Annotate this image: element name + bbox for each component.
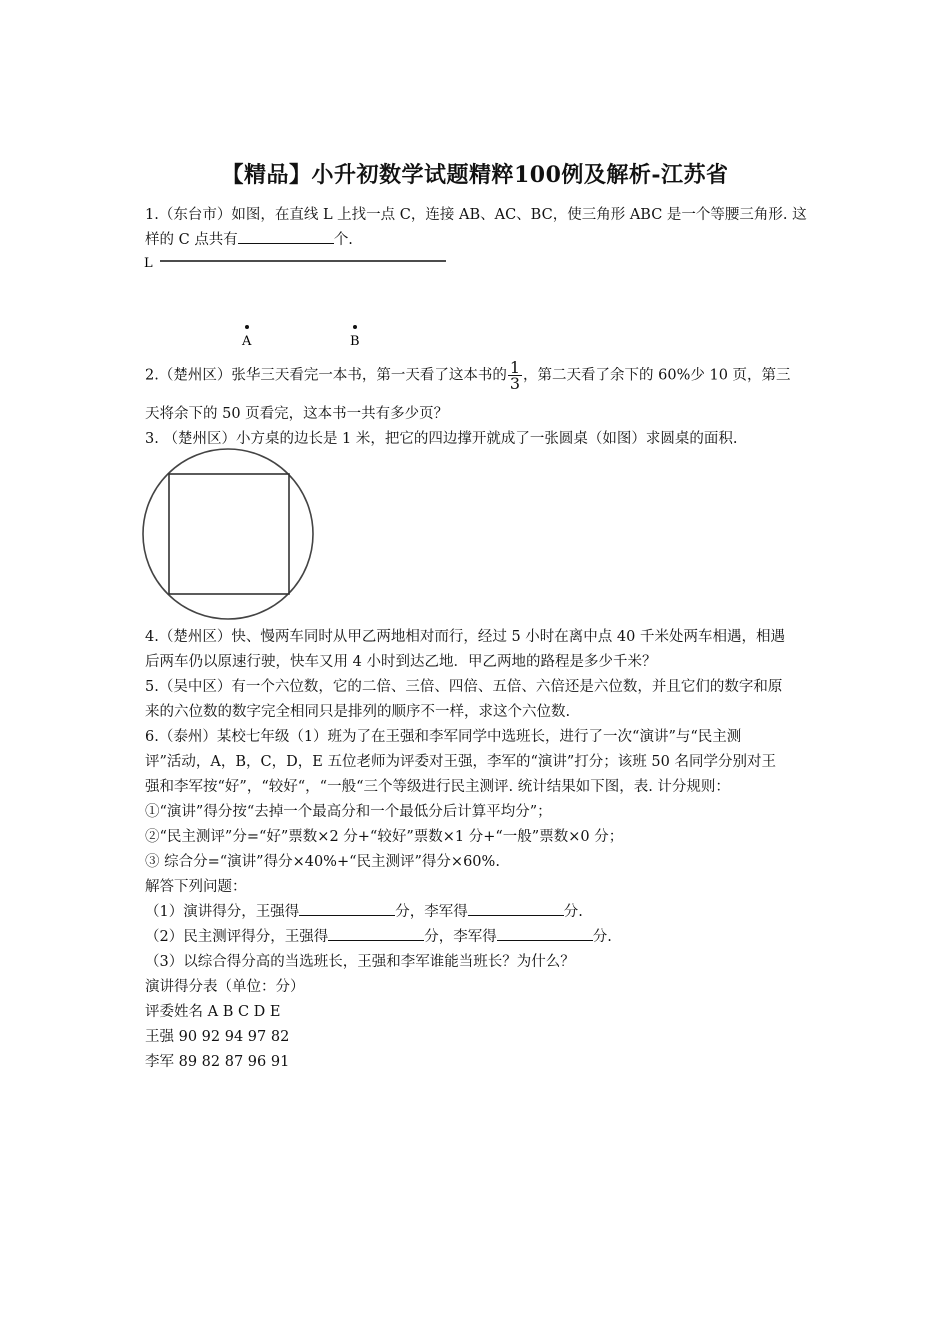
line-l-label: L	[144, 256, 153, 271]
q6-sub-1-text-a: （1）演讲得分，王强得	[145, 904, 300, 920]
q6-table-header: 评委姓名 A B C D E	[145, 1004, 281, 1020]
q4-line-2: 后两车仍以原速行驶，快车又用 4 小时到达乙地．甲乙两地的路程是多少千米？	[145, 654, 657, 670]
q6-rule-2: ②“民主测评”分=“好”票数×2 分+“较好”票数×1 分+“一般”票数×0 分；	[145, 829, 624, 845]
q6-sub-2-text-a: （2）民主测评得分，王强得	[145, 929, 329, 945]
q5-line-2: 来的六位数的数字完全相同只是排列的顺序不一样，求这个六位数.	[145, 704, 571, 720]
q6-sub-2-blank-li[interactable]	[497, 925, 593, 941]
q6-line-3: 强和李军按“好”，“较好“，“一般“三个等级进行民主测评. 统计结果如下图，表. 计分规则：	[145, 779, 730, 795]
fraction-one-third	[508, 360, 522, 391]
q1-line-1: 1.（东台市）如图，在直线 L 上找一点 C，连接 AB、AC、BC，使三角形 ABC 是一个等腰三角形. 这	[145, 207, 807, 223]
q4-line-1: 4.（楚州区）快、慢两车同时从甲乙两地相对而行，经过 5 小时在离中点 40 千米处两车相遇，相遇	[145, 629, 785, 645]
q1-answer-blank[interactable]	[238, 228, 334, 244]
square-table	[169, 474, 289, 594]
q6-sub-2-blank-wang[interactable]	[328, 925, 424, 941]
q6-ask: 解答下列问题：	[145, 879, 247, 895]
q6-sub-2	[145, 925, 612, 946]
q1-figure	[140, 250, 460, 350]
q3-figure-round-table	[140, 448, 320, 624]
point-b-label: B	[350, 334, 360, 349]
q2-line-1-text: 2.（楚州区）张华三天看完一本书，第一天看了这本书的	[145, 367, 507, 384]
q6-sub-2-text-b: 分，李军得	[424, 929, 497, 945]
fraction-denominator: 3	[509, 374, 521, 393]
q6-table-caption: 演讲得分表（单位：分）	[145, 979, 305, 995]
q2-line-1	[145, 360, 791, 391]
point-a-label: A	[242, 334, 252, 349]
q1-line-2-end: 个.	[333, 232, 353, 248]
q1-line-2-text: 样的 C 点共有	[145, 232, 238, 248]
q6-sub-1-text-b: 分，李军得	[395, 904, 468, 920]
q6-line-1: 6.（泰州）某校七年级（1）班为了在王强和李军同学中选班长，进行了一次“演讲”与“民主测	[145, 729, 742, 745]
point-b-dot	[353, 325, 357, 329]
q6-sub-1	[145, 900, 583, 921]
fraction-numerator: 1	[509, 358, 521, 377]
q6-table-row-wang: 王强 90 92 94 97 82	[145, 1029, 290, 1045]
q6-sub-2-text-c: 分.	[592, 929, 612, 945]
q6-sub-1-blank-wang[interactable]	[299, 900, 395, 916]
q6-rule-3: ③ 综合分=“演讲”得分×40%+“民主测评”得分×60%.	[145, 854, 500, 870]
q6-sub-1-text-c: 分.	[563, 904, 583, 920]
q5-line-1: 5.（吴中区）有一个六位数，它的二倍、三倍、四倍、五倍、六倍还是六位数，并且它们的数字和原	[145, 679, 783, 695]
point-a-dot	[245, 325, 249, 329]
q2-line-1-end: ，第二天看了余下的 60%少 10 页，第三	[523, 367, 791, 384]
q1-line-2	[145, 228, 353, 249]
document-title: 【精品】小升初数学试题精粹100例及解析-江苏省	[221, 162, 729, 188]
q6-sub-1-blank-li[interactable]	[468, 900, 564, 916]
q2-line-2: 天将余下的 50 页看完，这本书一共有多少页？	[145, 406, 449, 422]
q6-sub-3: （3）以综合得分高的当选班长，王强和李军谁能当班长？为什么？	[145, 954, 575, 970]
q3-line-1: 3. （楚州区）小方桌的边长是 1 米，把它的四边撑开就成了一张圆桌（如图）求圆桌的面积.	[145, 431, 738, 447]
q6-rule-1: ①“演讲”得分按“去掉一个最高分和一个最低分后计算平均分”；	[145, 804, 552, 820]
q6-table-row-li: 李军 89 82 87 96 91	[145, 1054, 290, 1070]
q6-line-2: 评”活动，A，B，C，D，E 五位老师为评委对王强，李军的“演讲”打分；该班 50 名同学分别对王	[145, 754, 776, 770]
